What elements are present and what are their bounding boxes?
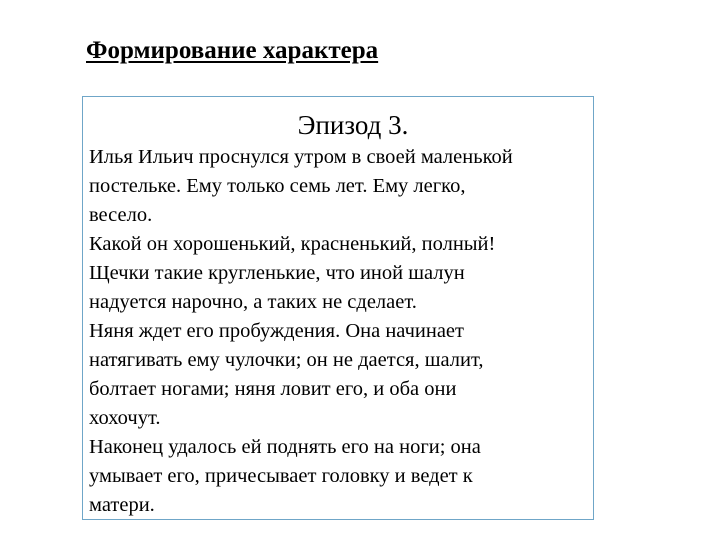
text-line: Няня ждет его пробуждения. Она начинает bbox=[89, 320, 464, 342]
text-line: Щечки такие кругленькие, что иной шалун bbox=[89, 262, 465, 284]
text-line: Наконец удалось ей поднять его на ноги; она bbox=[89, 436, 481, 458]
episode-text-box bbox=[82, 96, 594, 520]
text-line: умывает его, причесывает головку и ведет к bbox=[89, 465, 473, 487]
slide-title: Формирование характера bbox=[86, 37, 379, 64]
text-line: натягивать ему чулочки; он не дается, шалит, bbox=[89, 349, 484, 371]
text-line: болтает ногами; няня ловит его, и оба они bbox=[89, 378, 457, 400]
text-line: постельке. Ему только семь лет. Ему легко, bbox=[89, 175, 466, 197]
text-line: Илья Ильич проснулся утром в своей маленькой bbox=[89, 146, 513, 168]
episode-paragraph bbox=[89, 143, 589, 520]
text-line: матери. bbox=[89, 494, 155, 516]
text-line: хохочут. bbox=[89, 407, 161, 429]
text-line: Какой он хорошенький, красненький, полный! bbox=[89, 233, 496, 255]
text-line: весело. bbox=[89, 204, 153, 226]
episode-heading: Эпизод 3. bbox=[297, 110, 409, 140]
text-line: надуется нарочно, а таких не сделает. bbox=[89, 291, 417, 313]
